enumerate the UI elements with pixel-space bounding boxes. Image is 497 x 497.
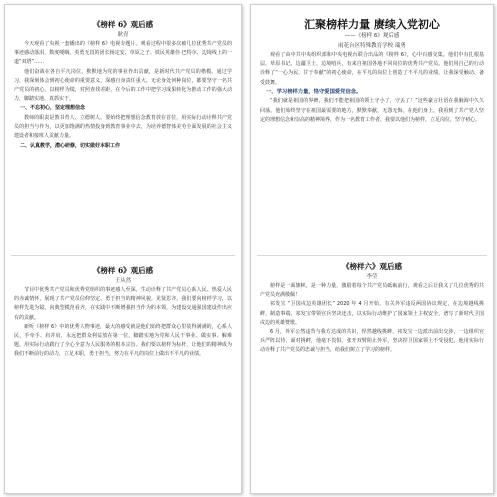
left-doc1-paragraph: 教师的职责是教书育人、立德树人。要始终把理想信念教育放在首位，用实际行动诠释共产党员的担当与作为，以更加饱满的热情投身到教育事业中去，为培养德智体美劳全面发展的社会主义建设者和接班人贡献力量。 <box>14 114 232 140</box>
left-doc1-paragraph: 今天观看了央视一套播出的《榜样 6》电视专题片。观看过程中很多次被几位优秀共产党员的事迹感动落泪，数度哽咽。英勇无畏的团长杨定安、草原之子、铁民英雄佳·巴特尔、边境线上的一道“双塔”…… <box>14 41 232 66</box>
left-doc1-paragraph: 他们奋战在各自平凡岗位，默默地为党的事业作出贡献，是新时代共产党员的楷模。通过学习，我深刻体会到初心使命的重要意义，深感自身责任重大。无论身处何种岗位，都要坚守一名共产党员的初心，以榜样为镜，对照查找差距，在今后的工作中把学习成果转化为推动工作的强大动力，脚踏实地、真抓实干。 <box>14 68 232 103</box>
right-document-sheet <box>250 4 494 494</box>
right-doc1-subtitle: ——《榜样 6》观后感 <box>344 33 400 39</box>
left-page-divider <box>11 255 235 256</box>
right-doc2-paragraph: 榜样是一面旗帜，是一种力量，激励着每个共产党员砥砺前行，观看之后让我又了几位优秀的共产党员充满敬佩！ <box>260 283 484 299</box>
left-doc1-heading: 二、认真教学，潜心研修，切实做好本职工作 <box>20 142 121 149</box>
right-page-divider <box>257 255 487 256</box>
right-page-top <box>251 17 493 251</box>
left-doc2-paragraph: 节目中优秀共产党员和优秀党组织的事迹感人至深。生动诠释了共产党员心系人民、热爱人民的赤诚情怀，展现了共产党员信仰坚定、勇于担当的精神风貌。见贤思齐，我们要向榜样学习，以榜样先进为镜，向典型模范看齐，在实践中不断增强担当作为的本领，为建设交通强国建设作出应有的贡献。 <box>14 287 232 321</box>
right-doc1-heading: 一、学习榜样力量，恪守爱国爱党信念。 <box>266 88 362 95</box>
left-doc2-author: 王从然 <box>114 278 132 284</box>
right-doc2-author: 李莹 <box>366 274 378 280</box>
right-doc1-paragraph: 观看了由中共中央组织部和中央电视台联合出品的《榜样 6》，心中百感交集。他们中有扎根基层、草原书记、边疆卫士、边境哨兵，有来自祖国各地不同岗位的优秀共产党员。他们用自己的行动诠释了“一心为民、甘于奉献”的初心使命，在平凡的岗位上创造了不平凡的业绩，让我深受触动、备受鼓舞。 <box>260 52 484 86</box>
right-doc2-paragraph: 6 月，外军公然违背与我方达成的共识，悍然越线挑衅，祁发宝一边派出前出交涉，一边组织官兵严阵以待，面对挑衅，他毫不畏惧，张开双臂阻止外军，坚决捍卫国家领土不受侵犯。他用实际行动诠释了共产党员的忠诚与担当，给我们树立了学习的榜样。 <box>260 329 484 354</box>
left-doc1-author: 耿青 <box>117 32 129 38</box>
left-doc1-title: 《榜样 6》观后感 <box>92 20 154 29</box>
left-doc1-heading: 一、不忘初心，坚定理想信念 <box>20 105 86 112</box>
right-doc1-author: 雨花台区特殊教育学校 瑞勇 <box>338 43 406 49</box>
right-page-bottom <box>251 261 493 487</box>
left-doc2-paragraph: 新听《榜样 6》中的优秀人物事迹，最大的感受就是他们始终把群众心里装得满满的，心系人民，手牵手、肩并肩，永远把群众利益放在第一位，脚踏实地为党和人民干事业、做实事、解难题，用实际行动践行了全心全意为人民服务的根本宗旨。我们要以榜样为标杆，让他们的精神成为我们不断前行的动力，立足本职，勇于担当，努力在平凡的岗位上做出不平凡的业绩。 <box>14 323 232 358</box>
left-page-top <box>5 19 241 151</box>
right-doc1-title: 汇聚榜样力量 赓续入党初心 <box>304 18 440 31</box>
left-page-bottom <box>5 265 241 487</box>
right-doc2-paragraph: 祁发宝 “卫国戍边英雄团长” 2020 年 4 月开始，有关外军违反两国协议规定，在边境越线挑衅，制造事端，祁发宝带领官兵坚决还击，以实际行动维护了国家领土主权安全，谱写了新时代卫国戍边的英雄赞歌。 <box>260 301 484 326</box>
right-doc1-paragraph: “我们就是祖国的界碑，我们不能把祖国的领土守小了，守丢了！”这些豪言壮语在我脑海中久久回荡。他们始终坚守在祖国最需要的地方，默默奉献，无怨无悔。在他们身上，我看到了共产党人坚定的理想信念和崇高的精神境界，作为一名教育工作者，我要以他们为榜样，立足岗位，坚守初心。 <box>260 98 484 123</box>
right-doc2-title: 《榜样六》观后感 <box>342 262 402 271</box>
left-doc2-title: 《榜样 6》观后感 <box>92 266 154 275</box>
left-document-sheet <box>4 4 242 494</box>
